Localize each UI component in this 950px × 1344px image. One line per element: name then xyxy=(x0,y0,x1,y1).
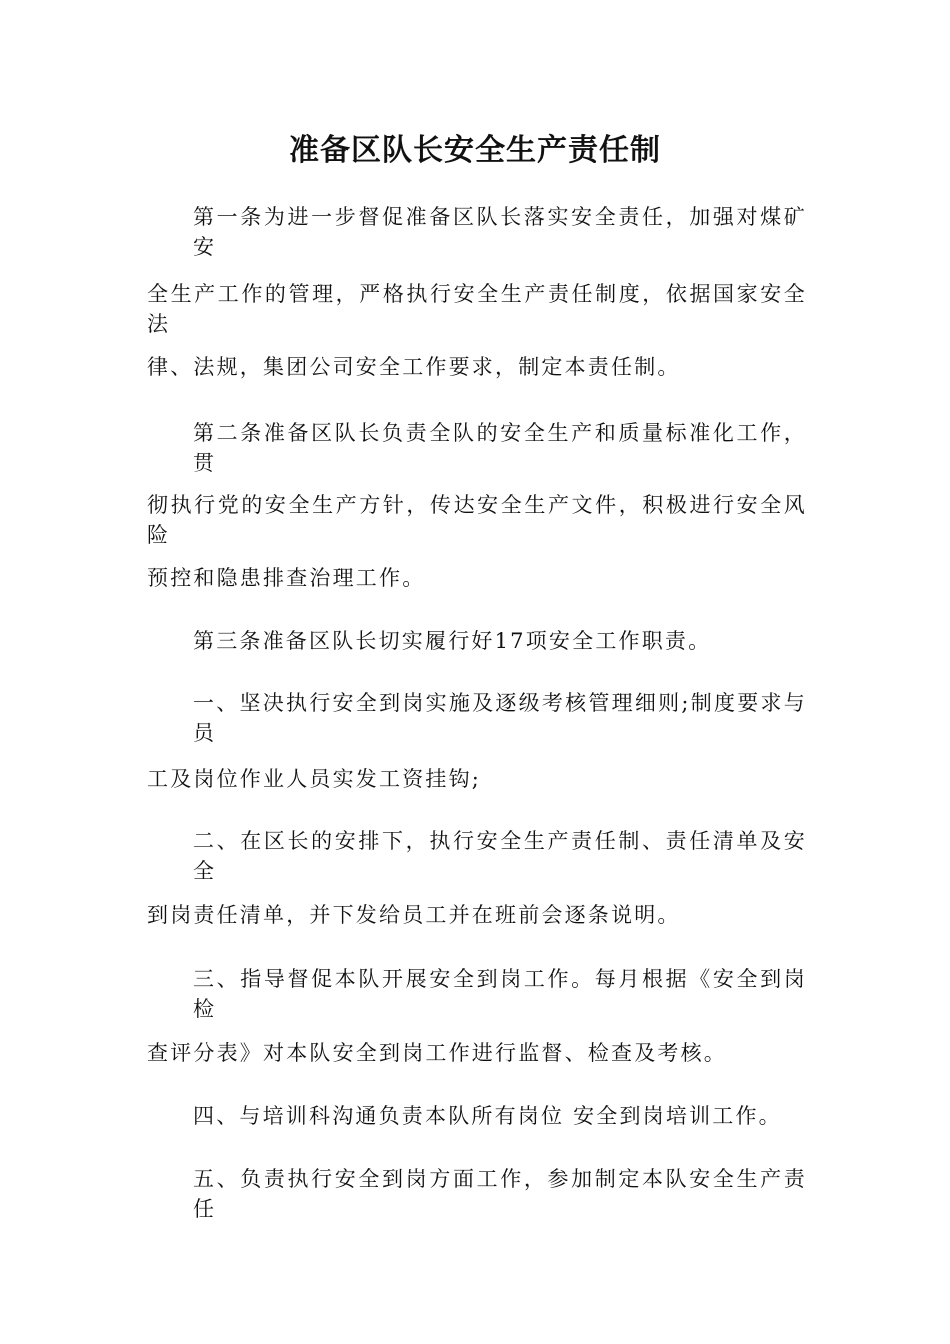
paragraph-line: 五、负责执行安全到岗方面工作，参加制定本队安全生产责任 xyxy=(193,1167,807,1221)
paragraph-line: 二、在区长的安排下，执行安全生产责任制、责任清单及安全 xyxy=(193,829,807,883)
paragraph-line: 第三条准备区队长切实履行好17项安全工作职责。 xyxy=(193,629,712,653)
paragraph-line: 律、法规，集团公司安全工作要求，制定本责任制。 xyxy=(147,355,681,379)
paragraph-line: 一、坚决执行安全到岗实施及逐级考核管理细则;制度要求与员 xyxy=(193,691,807,745)
paragraph-line: 四、与培训科沟通负责本队所有岗位 安全到岗培训工作。 xyxy=(193,1104,782,1128)
paragraph-line: 第一条为进一步督促准备区队长落实安全责任，加强对煤矿安 xyxy=(193,205,807,259)
paragraph-line: 到岗责任清单，并下发给员工并在班前会逐条说明。 xyxy=(147,903,681,927)
paragraph-line: 彻执行党的安全生产方针，传达安全生产文件，积极进行安全风险 xyxy=(147,493,807,547)
paragraph-line: 查评分表》对本队安全到岗工作进行监督、检查及考核。 xyxy=(147,1041,727,1065)
paragraph-line: 工及岗位作业人员实发工资挂钩; xyxy=(147,767,482,791)
document-title: 准备区队长安全生产责任制 xyxy=(289,133,661,168)
paragraph-line: 第二条准备区队长负责全队的安全生产和质量标准化工作，贯 xyxy=(193,421,807,475)
paragraph-line: 三、指导督促本队开展安全到岗工作。每月根据《安全到岗检 xyxy=(193,967,807,1021)
paragraph-line: 全生产工作的管理，严格执行安全生产责任制度，依据国家安全法 xyxy=(147,282,807,336)
paragraph-line: 预控和隐患排查治理工作。 xyxy=(147,566,426,590)
